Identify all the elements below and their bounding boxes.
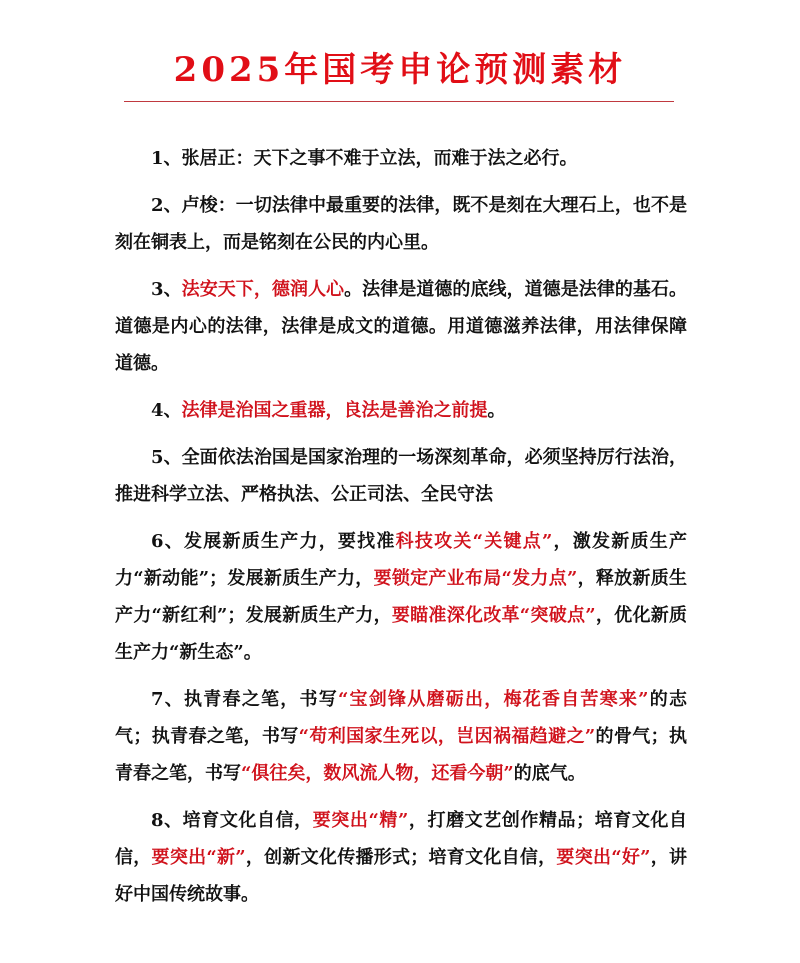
paragraph-3 (115, 271, 687, 382)
highlighted-text: “宝剑锋从磨砺出，梅花香自苦寒来” (337, 689, 649, 710)
text-segment: 3、 (151, 279, 182, 300)
paragraph-4 (115, 392, 687, 429)
text-segment: ，创新文化传播形式；培育文化自信， (245, 847, 557, 868)
text-segment: ，激发新质生产力“新动能”；发展新质生产力， (115, 531, 687, 589)
text-segment: 的骨气；执青春之笔，书写 (115, 726, 687, 784)
document-title: 2025年国考申论预测素材 (173, 49, 627, 90)
paragraph-1 (115, 140, 687, 177)
text-segment: 5、全面依法治国是国家治理的一场深刻革命，必须坚持厉行法治，推进科学立法、严格执法、公正司法、全民守法 (115, 447, 687, 505)
text-segment: 1、张居正：天下之事不难于立法，而难于法之必行。 (151, 148, 578, 169)
paragraph-5 (115, 439, 687, 513)
title-divider (124, 101, 674, 102)
text-segment: 4、 (151, 400, 182, 421)
text-segment: 6、发展新质生产力，要找准 (151, 531, 396, 552)
text-segment: 7、执青春之笔，书写 (151, 689, 338, 710)
highlighted-text: 科技攻关“关键点” (395, 531, 553, 552)
paragraph-7 (115, 681, 687, 792)
paragraph-2 (115, 187, 687, 261)
text-segment: 的志气；执青春之笔，书写 (115, 689, 687, 747)
paragraph-8 (115, 802, 687, 913)
text-segment: 。 (487, 400, 506, 421)
highlighted-text: “俱往矣，数风流人物，还看今朝” (241, 763, 514, 784)
text-segment: 。法律是道德的底线，道德是法律的基石。道德是内心的法律，法律是成文的道德。用道德滋养法律，用法律保障道德。 (115, 279, 688, 374)
text-segment: ，释放新质生产力“新红利”；发展新质生产力， (115, 568, 687, 626)
highlighted-text: 要突出“新” (151, 847, 246, 868)
paragraph-6 (115, 523, 687, 671)
text-segment: 8、培育文化自信， (151, 810, 313, 831)
text-segment: ，打磨文艺创作精品；培育文化自信， (115, 810, 688, 868)
highlighted-text: 要突出“精” (312, 810, 409, 831)
text-segment: ，优化新质生产力“新生态”。 (115, 605, 687, 663)
text-segment: 的底气。 (513, 763, 586, 784)
text-segment: ，讲好中国传统故事。 (115, 847, 688, 905)
highlighted-text: 法安天下，德润人心 (181, 279, 345, 300)
highlighted-text: 法律是治国之重器，良法是善治之前提 (181, 400, 488, 421)
highlighted-text: “苟利国家生死以，岂因祸福趋避之” (298, 726, 596, 747)
highlighted-text: 要锁定产业布局“发力点” (373, 568, 578, 589)
text-segment: 2、卢梭：一切法律中最重要的法律，既不是刻在大理石上，也不是刻在铜表上，而是铭刻在公民的内心里。 (115, 195, 687, 253)
highlighted-text: 要瞄准深化改革“突破点” (391, 605, 596, 626)
document-body (115, 140, 687, 923)
highlighted-text: 要突出“好” (556, 847, 651, 868)
